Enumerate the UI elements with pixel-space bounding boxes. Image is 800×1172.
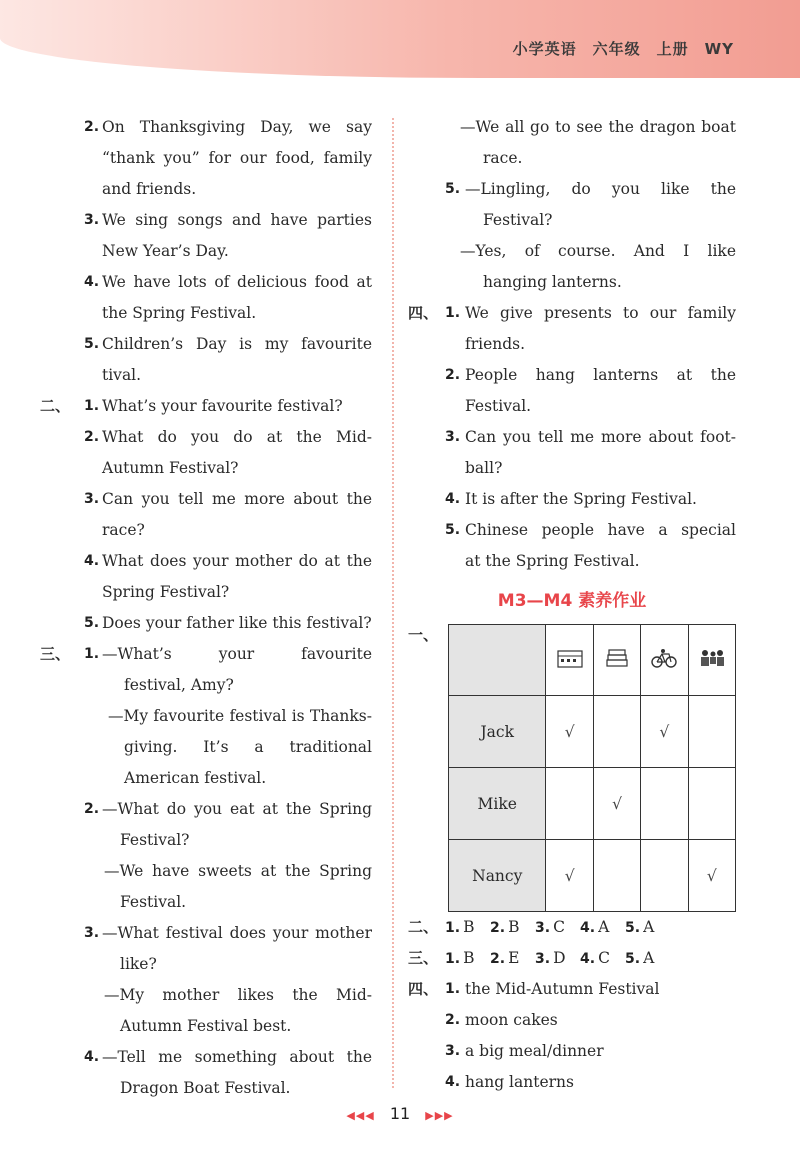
text-line: [408, 484, 736, 515]
text-line: [40, 670, 372, 701]
item-number: 2.: [84, 119, 100, 135]
item-number: 4.: [84, 1049, 100, 1065]
table-row: [449, 840, 736, 912]
line-text: Spring Festival?: [102, 583, 230, 601]
check-cell: √: [546, 696, 593, 768]
item-number: 2.: [445, 1012, 461, 1028]
text-line: [40, 546, 372, 577]
text-line: [40, 763, 372, 794]
text-line: [40, 391, 372, 422]
family-icon: [688, 625, 735, 696]
answer-item: [445, 943, 474, 975]
text-line: [40, 329, 372, 360]
section-marker: 三、: [408, 949, 439, 967]
item-number: 5.: [445, 522, 461, 538]
line-text: hang lanterns: [465, 1073, 574, 1091]
text-line: [40, 1073, 372, 1104]
item-number: 5.: [84, 615, 100, 631]
text-line: [40, 453, 372, 484]
text-line: [408, 974, 736, 1005]
section-marker: 二、: [40, 397, 71, 415]
answer-letter: A: [643, 949, 655, 967]
line-text: —What festival does your mother: [102, 924, 372, 942]
check-cell: [593, 696, 640, 768]
answer-table: [448, 624, 736, 912]
text-line: [408, 205, 736, 236]
line-text: the Spring Festival.: [102, 304, 257, 322]
answer-letter: E: [508, 949, 520, 967]
line-text: at the Spring Festival.: [465, 552, 640, 570]
line-text: Dragon Boat Festival.: [120, 1079, 291, 1097]
text-line: [408, 112, 736, 143]
item-number: 4.: [580, 951, 596, 967]
line-text: We sing songs and have parties: [102, 211, 372, 229]
table-header-row: [449, 625, 736, 696]
line-text: —What’s your favourite: [102, 645, 372, 663]
section-marker: 二、: [408, 918, 439, 936]
text-line: [40, 949, 372, 980]
text-line: [408, 329, 736, 360]
answer-line: [408, 943, 736, 974]
text-line: [40, 856, 372, 887]
item-number: 1.: [445, 981, 461, 997]
answer-letter: C: [553, 918, 565, 936]
section-marker: 三、: [40, 645, 71, 663]
line-text: It is after the Spring Festival.: [465, 490, 697, 508]
text-line: [408, 1067, 736, 1098]
text-line: [408, 1036, 736, 1067]
line-text: —My mother likes the Mid-: [104, 986, 372, 1004]
line-text: Does your father like this festival?: [102, 614, 372, 632]
line-text: What do you do at the Mid-: [102, 428, 372, 446]
text-line: [408, 453, 736, 484]
row-name: Jack: [449, 696, 546, 768]
item-number: 5.: [625, 920, 641, 936]
text-line: [40, 236, 372, 267]
check-cell: [688, 768, 735, 840]
text-line: [40, 608, 372, 639]
check-cell: √: [546, 840, 593, 912]
answer-letter: B: [508, 918, 520, 936]
item-number: 3.: [84, 212, 100, 228]
text-line: [40, 825, 372, 856]
text-line: [408, 422, 736, 453]
line-text: Festival.: [120, 893, 187, 911]
item-number: 5.: [625, 951, 641, 967]
line-text: Can you tell me more about the: [102, 490, 372, 508]
text-line: [40, 205, 372, 236]
text-line: [40, 174, 372, 205]
line-text: like?: [120, 955, 157, 973]
item-number: 3.: [535, 951, 551, 967]
answer-block: [408, 912, 736, 1098]
check-cell: √: [688, 840, 735, 912]
table-row: [449, 696, 736, 768]
item-number: 3.: [84, 925, 100, 941]
line-text: Festival.: [465, 397, 532, 415]
answer-letter: D: [553, 949, 566, 967]
text-line: [408, 267, 736, 298]
item-number: 2.: [490, 920, 506, 936]
line-text: —My favourite festival is Thanks-: [108, 707, 372, 725]
text-line: [40, 1042, 372, 1073]
line-text: giving. It’s a traditional: [124, 738, 372, 756]
line-text: friends.: [465, 335, 526, 353]
answer-letter: B: [463, 949, 475, 967]
text-line: [408, 515, 736, 546]
line-text: and friends.: [102, 180, 197, 198]
text-line: [40, 639, 372, 670]
line-text: Can you tell me more about foot-: [465, 428, 736, 446]
line-text: Autumn Festival?: [102, 459, 239, 477]
answer-letter: B: [463, 918, 475, 936]
answer-letter: A: [598, 918, 610, 936]
text-line: [40, 1011, 372, 1042]
line-text: —We have sweets at the Spring: [104, 862, 372, 880]
text-line: [40, 360, 372, 391]
answer-item: [535, 943, 566, 975]
item-number: 2.: [84, 801, 100, 817]
text-line: [408, 546, 736, 577]
text-line: [40, 484, 372, 515]
answer-item: [490, 943, 519, 975]
check-cell: √: [641, 696, 688, 768]
text-line: [408, 174, 736, 205]
line-text: race?: [102, 521, 145, 539]
line-text: hanging lanterns.: [483, 273, 622, 291]
line-text: Autumn Festival best.: [120, 1017, 292, 1035]
answer-item: [580, 943, 610, 975]
line-text: On Thanksgiving Day, we say: [102, 118, 372, 136]
check-cell: √: [593, 768, 640, 840]
line-text: We have lots of delicious food at: [102, 273, 372, 291]
line-text: What’s your favourite festival?: [102, 397, 343, 415]
text-line: [408, 236, 736, 267]
table-corner: [449, 625, 546, 696]
book-title: 小学英语 六年级 上册 WY: [512, 40, 734, 58]
answer-item: [625, 943, 654, 975]
item-number: 1.: [445, 305, 461, 321]
line-text: —Tell me something about the: [102, 1048, 372, 1066]
text-line: [408, 391, 736, 422]
line-text: New Year’s Day.: [102, 242, 229, 260]
line-text: the Mid-Autumn Festival: [465, 980, 660, 998]
check-cell: [641, 840, 688, 912]
text-line: [40, 112, 372, 143]
bicycle-icon: [641, 625, 688, 696]
item-number: 2.: [84, 429, 100, 445]
answer-item: [625, 912, 654, 944]
item-number: 4.: [84, 274, 100, 290]
item-number: 2.: [445, 367, 461, 383]
line-text: a big meal/dinner: [465, 1042, 604, 1060]
line-text: Festival?: [483, 211, 553, 229]
line-text: —Lingling, do you like the: [465, 180, 736, 198]
answer-line: [408, 912, 736, 943]
line-text: “thank you” for our food, family: [102, 149, 372, 167]
item-number: 1.: [445, 920, 461, 936]
check-cell: [688, 696, 735, 768]
section-marker: 四、: [408, 980, 439, 998]
item-number: 1.: [84, 398, 100, 414]
line-text: moon cakes: [465, 1011, 558, 1029]
table-label: 一、: [408, 626, 439, 644]
line-text: Festival?: [120, 831, 190, 849]
item-number: 3.: [445, 1043, 461, 1059]
row-name: Mike: [449, 768, 546, 840]
table-row: [449, 768, 736, 840]
answer-letter: C: [598, 949, 610, 967]
section-title: M3—M4 素养作业: [497, 591, 647, 611]
item-number: 4.: [580, 920, 596, 936]
line-text: What does your mother do at the: [102, 552, 372, 570]
text-line: [40, 732, 372, 763]
item-number: 3.: [535, 920, 551, 936]
prev-arrows-icon: ◀◀◀: [346, 1109, 375, 1122]
line-text: Chinese people have a special: [465, 521, 736, 539]
page-footer: [0, 1104, 800, 1123]
line-text: ball?: [465, 459, 503, 477]
right-text-block: [408, 112, 736, 577]
answer-item: [535, 912, 565, 944]
text-line: [40, 887, 372, 918]
right-column: [408, 112, 736, 1091]
line-text: festival, Amy?: [124, 676, 234, 694]
text-line: [40, 980, 372, 1011]
answer-item: [445, 912, 474, 944]
text-line: [40, 267, 372, 298]
check-cell: [641, 768, 688, 840]
text-line: [40, 422, 372, 453]
item-number: 5.: [84, 336, 100, 352]
text-line: [40, 918, 372, 949]
text-line: [40, 577, 372, 608]
calendar-icon: [546, 625, 593, 696]
answer-item: [580, 912, 609, 944]
text-line: [408, 360, 736, 391]
line-text: —What do you eat at the Spring: [102, 800, 372, 818]
line-text: American festival.: [124, 769, 267, 787]
column-divider: [392, 118, 394, 1088]
row-name: Nancy: [449, 840, 546, 912]
books-icon: [593, 625, 640, 696]
item-number: 1.: [84, 646, 100, 662]
section-marker: 四、: [408, 304, 439, 322]
item-number: 2.: [490, 951, 506, 967]
item-number: 4.: [84, 553, 100, 569]
left-column: [40, 112, 372, 1104]
check-cell: [593, 840, 640, 912]
check-cell: [546, 768, 593, 840]
answer-letter: A: [643, 918, 655, 936]
answer-item: [490, 912, 519, 944]
text-line: [40, 701, 372, 732]
line-text: Children’s Day is my favourite: [102, 335, 372, 353]
item-number: 3.: [84, 491, 100, 507]
line-text: We give presents to our family: [465, 304, 736, 322]
line-text: tival.: [102, 366, 142, 384]
text-line: [408, 143, 736, 174]
item-number: 3.: [445, 429, 461, 445]
item-number: 4.: [445, 491, 461, 507]
page-number: 11: [389, 1104, 411, 1123]
text-line: [40, 794, 372, 825]
text-line: [40, 298, 372, 329]
item-number: 4.: [445, 1074, 461, 1090]
line-text: race.: [483, 149, 523, 167]
item-number: 5.: [445, 181, 461, 197]
text-line: [40, 515, 372, 546]
item-number: 1.: [445, 951, 461, 967]
line-text: People hang lanterns at the: [465, 366, 736, 384]
text-line: [408, 298, 736, 329]
text-line: [408, 1005, 736, 1036]
line-text: —We all go to see the dragon boat: [460, 118, 736, 136]
text-line: [40, 143, 372, 174]
line-text: —Yes, of course. And I like: [460, 242, 736, 260]
next-arrows-icon: ▶▶▶: [425, 1109, 454, 1122]
